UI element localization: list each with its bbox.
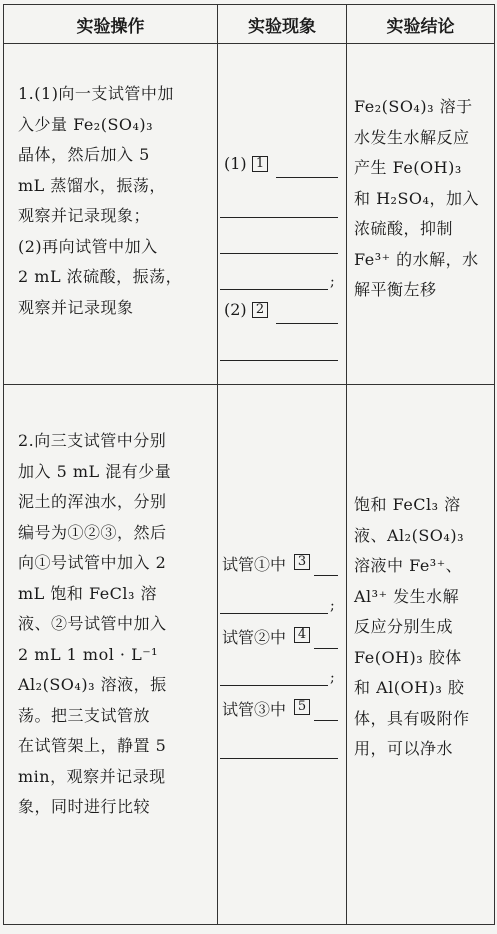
op2-line: 荡。把三支试管放: [18, 705, 151, 725]
phenomenon-cell-1: [218, 44, 347, 385]
op2-line: 2 mL 1 mol · L⁻¹: [18, 644, 159, 664]
op1-line: 2 mL 浓硫酸，振荡，: [18, 267, 183, 286]
answer-blank-4[interactable]: [314, 648, 338, 649]
op2-line: 加入 5 mL 混有少量: [18, 461, 172, 481]
blank-number-4: 4: [294, 627, 310, 643]
con1-line: 水发生水解反应: [354, 127, 470, 147]
op1-line: 晶体，然后加入 5: [18, 145, 150, 164]
con2-line: Fe(OH)₃ 胶体: [354, 647, 462, 667]
answer-blank-4-line2[interactable]: [220, 685, 328, 686]
con1-line: 产生 Fe(OH)₃: [354, 158, 462, 177]
answer-blank-5[interactable]: [314, 720, 338, 721]
answer-blank-1-line2[interactable]: [220, 217, 338, 218]
operation-cell-1: [4, 44, 218, 385]
op2-line: min，观察并记录现: [18, 766, 166, 786]
op2-line: Al₂(SO₄)₃ 溶液，振: [18, 675, 167, 694]
phenomenon-cell-2: [218, 385, 347, 925]
con2-line: 饱和 FeCl₃ 溶: [354, 495, 461, 514]
answer-blank-1-line3[interactable]: [220, 253, 338, 254]
con1-line: 解平衡左移: [354, 280, 437, 299]
row-experiment-1: [4, 44, 495, 385]
answer-blank-1-line4[interactable]: [220, 289, 328, 290]
answer-blank-2-line2[interactable]: [220, 360, 338, 361]
con1-line: Fe₂(SO₄)₃ 溶于: [354, 97, 473, 116]
conclusion-cell-1: [347, 44, 495, 385]
phenomenon-label-3: 试管①中: [222, 555, 287, 574]
row-experiment-2: [4, 385, 495, 925]
answer-blank-3[interactable]: [314, 575, 338, 576]
op2-line: mL 饱和 FeCl₃ 溶: [18, 583, 158, 603]
header-phenomenon: 实验现象: [218, 5, 347, 44]
answer-blank-2[interactable]: [276, 323, 338, 324]
op1-line: (2)再向试管中加入: [18, 236, 158, 256]
op2-line: 向①号试管中加入 2: [18, 553, 167, 572]
semicolon: ;: [330, 598, 335, 614]
phenomenon-label-5: 试管③中: [222, 700, 287, 719]
con2-line: 体，具有吸附作: [354, 708, 470, 728]
answer-blank-3-line2[interactable]: [220, 613, 328, 614]
con2-line: 溶液中 Fe³⁺、: [354, 556, 463, 575]
op2-line: 液、②号试管中加入: [18, 614, 167, 633]
con1-line: Fe³⁺ 的水解，水: [354, 249, 479, 269]
blank-number-5: 5: [294, 699, 310, 715]
con1-line: 浓硫酸，抑制: [354, 219, 454, 238]
op1-line: 入少量 Fe₂(SO₄)₃: [18, 114, 154, 134]
phenomenon-label-4: 试管②中: [222, 628, 287, 647]
op2-line: 泥土的浑浊水，分别: [18, 492, 167, 511]
con1-line: 和 H₂SO₄，加入: [354, 188, 479, 208]
header-operation: 实验操作: [4, 5, 218, 44]
con2-line: 反应分别生成: [354, 617, 454, 636]
op1-line: 1.(1)向一支试管中加: [18, 84, 174, 103]
op1-line: mL 蒸馏水，振荡，: [18, 175, 166, 195]
op2-line: 在试管架上，静置 5: [18, 736, 167, 755]
conclusion-cell-2: [347, 385, 495, 925]
semicolon: ;: [330, 274, 335, 290]
con2-line: 和 Al(OH)₃ 胶: [354, 678, 465, 697]
op1-line: 观察并记录现象；: [18, 206, 151, 225]
header-conclusion: 实验结论: [347, 5, 495, 44]
con2-line: 液、Al₂(SO₄)₃: [354, 525, 464, 545]
answer-blank-5-line2[interactable]: [220, 758, 338, 759]
op2-line: 2.向三支试管中分别: [18, 431, 167, 450]
blank-number-1: 1: [252, 156, 268, 172]
experiment-table: [3, 4, 495, 925]
answer-blank-1[interactable]: [276, 177, 338, 178]
op2-line: 编号为①②③，然后: [18, 522, 167, 542]
semicolon: ;: [330, 670, 335, 686]
blank-number-3: 3: [294, 554, 310, 570]
header-row: [4, 5, 495, 44]
con2-line: Al³⁺ 发生水解: [354, 586, 460, 606]
con2-line: 用，可以净水: [354, 739, 454, 758]
blank-number-2: 2: [252, 302, 268, 318]
phenomenon-label-2: (2): [224, 300, 247, 319]
op1-line: 观察并记录现象: [18, 297, 134, 317]
operation-cell-2: [4, 385, 218, 925]
phenomenon-label-1: (1): [224, 154, 247, 173]
op2-line: 象，同时进行比较: [18, 797, 151, 816]
